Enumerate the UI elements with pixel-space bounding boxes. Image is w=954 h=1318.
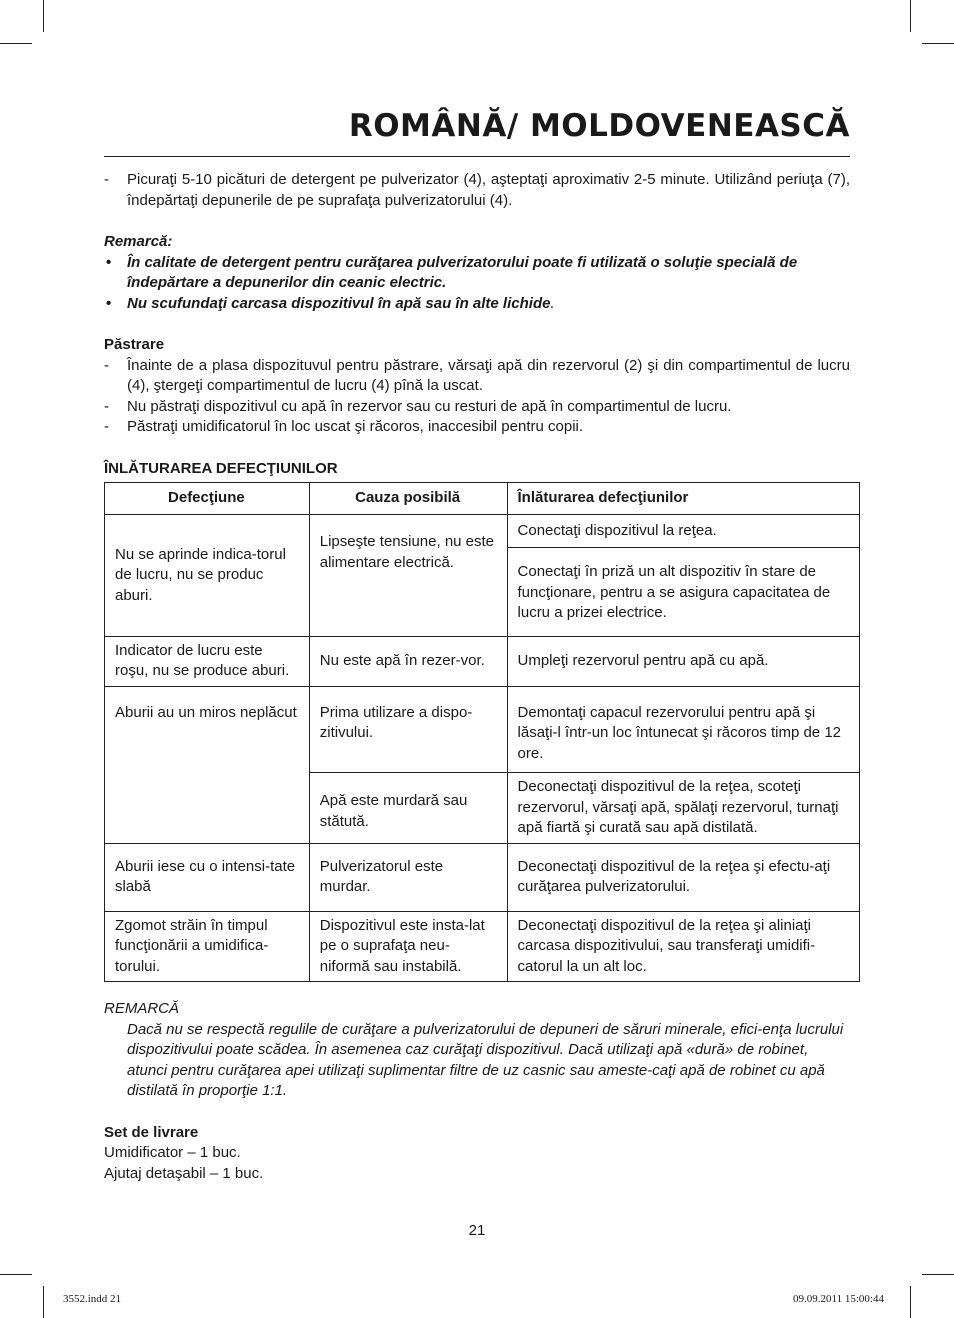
table-cell: Demontaţi capacul rezervorului pentru apă şi lăsaţi-l într-un loc întunecat şi răcoros timp de 12 ore.: [507, 686, 859, 773]
table-cell: Deconectaţi dispozitivul de la reţea, scoteţi rezervorul, vărsaţi apă, spălaţi rezervorul, turnaţi apă fiartă şi curată sau apă distilată.: [507, 773, 859, 844]
column-header: Defecţiune: [105, 483, 310, 515]
table-cell: Nu se aprinde indica-torul de lucru, nu se produc aburi.: [105, 515, 310, 637]
table-row: [105, 515, 860, 548]
title-rule: [104, 156, 850, 157]
table-row: [105, 911, 860, 982]
remark-label: Remarcă:: [104, 233, 173, 250]
footer-date: 09.09.2011 15:00:44: [793, 1293, 884, 1305]
table-row: [105, 686, 860, 773]
table-cell: Pulverizatorul este murdar.: [309, 843, 507, 911]
crop-mark: [0, 43, 32, 44]
crop-mark: [43, 0, 44, 32]
remark-bullet-period: .: [550, 294, 555, 312]
table-cell: Dispozitivul este insta-lat pe o suprafaţa neu-niformă sau instabilă.: [309, 911, 507, 982]
delivery-heading: Set de livrare: [104, 1123, 199, 1141]
column-header: Cauza posibilă: [309, 483, 507, 515]
delivery-item: Umidificator – 1 buc.: [104, 1144, 241, 1161]
remark-bullet: [104, 294, 850, 315]
table-cell: Lipseşte tensiune, nu este alimentare electrică.: [309, 515, 507, 637]
crop-mark: [0, 1274, 32, 1275]
crop-mark: [910, 0, 911, 32]
page-title: ROMÂNĂ/ MOLDOVENEASCĂ: [348, 108, 850, 144]
table-cell: Zgomot străin în timpul funcţionării a umidifica-torului.: [105, 911, 310, 982]
footer-file: 3552.indd 21: [63, 1293, 122, 1305]
remark-bullet-text: Nu scufundaţi carcasa dispozitivul în apă sau în alte lichide: [127, 294, 551, 312]
table-cell: Deconectaţi dispozitivul de la reţea şi aliniaţi carcasa dispozitivului, sau transferaţi umidifi-catorul la un alt loc.: [507, 911, 859, 982]
crop-mark: [922, 43, 954, 44]
cleaning-step: - Picuraţi 5-10 picături de detergent pe pulverizator (4), aşteptaţi aproximativ 2-5 minute. Utilizând periuţa (7), îndepărtaţi depunerile de pe suprafaţa pulverizatorului (4).: [104, 170, 850, 211]
remark-bullet: • În calitate de detergent pentru curăţarea pulverizatorului poate fi utilizată o soluţie specială de îndepărtare a depunerilor din ceanic electric.: [104, 253, 850, 294]
storage-item: - Păstraţi umidificatorul în loc uscat şi răcoros, inaccesibil pentru copii.: [104, 417, 850, 438]
page-content: [104, 170, 850, 1184]
page-number: 21: [468, 1222, 486, 1239]
storage-item: - Nu păstraţi dispozitivul cu apă în rezervor sau cu resturi de apă în compartimentul de lucru.: [104, 397, 850, 418]
table-cell: Nu este apă în rezer-vor.: [309, 636, 507, 686]
table-cell: Conectaţi în priză un alt dispozitiv în stare de funcţionare, pentru a se asigura capacitatea de lucru a prizei electrice.: [507, 548, 859, 637]
table-cell: Aburii au un miros neplăcut: [105, 686, 310, 843]
delivery-item: Ajutaj detaşabil – 1 buc.: [104, 1164, 264, 1182]
table-cell: Prima utilizare a dispo-zitivului.: [309, 686, 507, 773]
storage-heading: Păstrare: [104, 336, 165, 353]
table-row: [105, 636, 860, 686]
table-header-row: [105, 483, 860, 515]
note-label: REMARCĂ: [104, 1000, 180, 1017]
crop-mark: [43, 1286, 44, 1318]
table-cell: Deconectaţi dispozitivul de la reţea şi efectu-aţi curăţarea pulverizatorului.: [507, 843, 859, 911]
note-text: Dacă nu se respectă regulile de curăţare a pulverizatorului de depuneri de săruri minerale, efici-enţa lucrului dispozitivului poate scădea. În asemenea caz curăţaţi dispozitivul. Dacă utilizaţi apă «dură» de robinet, atunci pentru curăţarea apei utilizaţi suplimentar filtre de uz casnic sau ameste-caţi apă de robinet cu apă distilată în proporţie 1:1.: [127, 1020, 844, 1099]
table-cell: Aburii iese cu o intensi-tate slabă: [105, 843, 310, 911]
crop-mark: [922, 1274, 954, 1275]
column-header: Înlăturarea defecţiunilor: [507, 483, 859, 515]
table-row: [105, 843, 860, 911]
table-cell: Umpleţi rezervorul pentru apă cu apă.: [507, 636, 859, 686]
troubleshooting-heading: ÎNLĂTURAREA DEFECŢIUNILOR: [104, 459, 338, 477]
table-cell: Conectaţi dispozitivul la reţea.: [507, 515, 859, 548]
table-cell: Apă este murdară sau stătută.: [309, 773, 507, 844]
crop-mark: [910, 1286, 911, 1318]
table-cell: Indicator de lucru este roşu, nu se produce aburi.: [105, 636, 310, 686]
troubleshooting-table: [104, 482, 860, 982]
storage-item: - Înainte de a plasa dispozituvul pentru păstrare, vărsaţi apă din rezervorul (2) şi din compartimentul de lucru (4), ştergeţi compartimentul de lucru (4) pînă la uscat.: [104, 356, 850, 397]
